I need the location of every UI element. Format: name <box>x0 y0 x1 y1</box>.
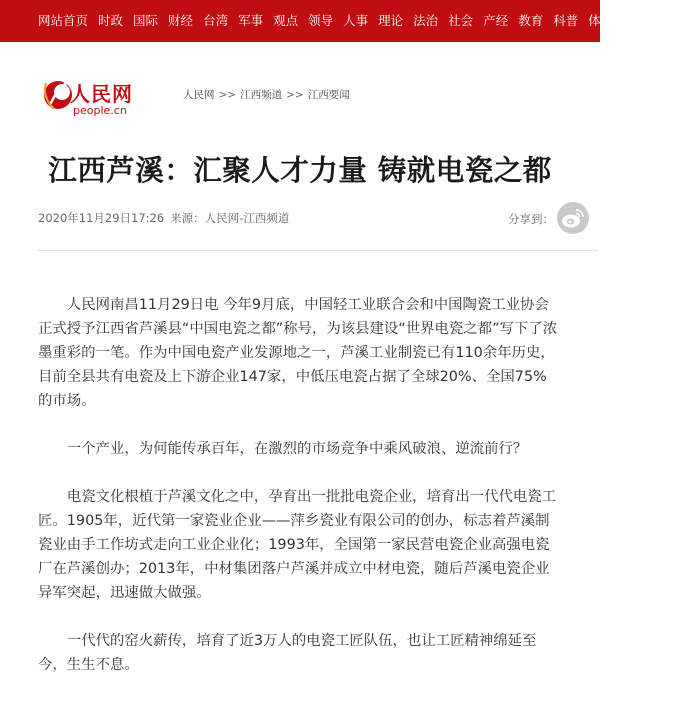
nav-item[interactable]: 军事 <box>238 13 264 28</box>
nav-item[interactable]: 领导 <box>308 13 334 28</box>
nav-item[interactable]: 科普 <box>553 13 579 28</box>
article-source: 来源：人民网-江西频道 <box>170 211 290 225</box>
nav-item[interactable]: 人事 <box>343 13 369 28</box>
breadcrumb-item-jiangxi-news[interactable]: 江西要闻 <box>307 89 350 101</box>
nav-item[interactable]: 体育 <box>588 13 614 28</box>
weibo-icon[interactable] <box>557 202 589 234</box>
breadcrumb <box>183 87 350 102</box>
nav-item[interactable]: 理论 <box>378 13 404 28</box>
nav-item[interactable]: 观点 <box>273 13 299 28</box>
nav-item[interactable]: 产经 <box>483 13 509 28</box>
nav-item[interactable]: 法治 <box>413 13 439 28</box>
publish-datetime: 2020年11月29日17:26 <box>38 211 165 225</box>
logo-subtext: people.cn <box>73 104 127 117</box>
nav-item[interactable]: 书画 <box>658 13 683 28</box>
nav-item[interactable]: 网站首页 <box>38 13 89 28</box>
nav-item[interactable]: 教育 <box>518 13 544 28</box>
article-body <box>38 293 560 701</box>
nav-item[interactable]: 文化 <box>623 13 649 28</box>
top-navigation <box>0 0 683 42</box>
nav-item[interactable]: 社会 <box>448 13 474 28</box>
breadcrumb-item-people[interactable]: 人民网 <box>183 89 215 101</box>
breadcrumb-separator: >> <box>218 89 237 101</box>
breadcrumb-item-jiangxi-channel[interactable]: 江西频道 <box>240 89 283 101</box>
article-title: 江西芦溪：汇聚人才力量 铸就电瓷之都 <box>48 154 552 187</box>
article-paragraph: 人民网南昌11月29日电 今年9月底，中国轻工业联合会和中国陶瓷工业协会正式授予江西省芦溪县“中国电瓷之都”称号，为该县建设“世界电瓷之都”写下了浓墨重彩的一笔。作为中国电瓷产业发源地之一，芦溪工业制瓷已有110余年历史，目前全县共有电瓷及上下游企业147家，中低压电瓷占据了全球20%、全国75%的市场。 <box>38 297 558 409</box>
article-meta <box>38 210 289 226</box>
article-paragraph: 电瓷文化根植于芦溪文化之中，孕育出一批批电瓷企业，培育出一代代电瓷工匠。1905年，近代第一家瓷业企业——萍乡瓷业有限公司的创办，标志着芦溪制瓷业由手工作坊式走向工业企业化；1993年，全国第一家民营电瓷企业高强电瓷厂在芦溪创办；2013年，中材集团落户芦溪并成立中材电瓷，随后芦溪电瓷企业异军突起，迅速做大做强。 <box>38 489 557 601</box>
article-paragraph: 一代代的窑火薪传，培育了近3万人的电瓷工匠队伍，也让工匠精神绵延至今，生生不息。 <box>38 633 537 673</box>
nav-item[interactable]: 国际 <box>133 13 159 28</box>
article-paragraph: 一个产业，为何能传承百年，在激烈的市场竞争中乘风破浪、逆流前行？ <box>66 441 528 457</box>
divider <box>38 250 598 251</box>
share-label: 分享到： <box>508 212 554 226</box>
nav-item[interactable]: 台湾 <box>203 13 229 28</box>
breadcrumb-separator: >> <box>286 89 304 101</box>
logo-text[interactable]: 人民网 <box>70 82 133 106</box>
nav-item[interactable]: 时政 <box>98 13 124 28</box>
nav-item[interactable]: 财经 <box>168 13 194 28</box>
